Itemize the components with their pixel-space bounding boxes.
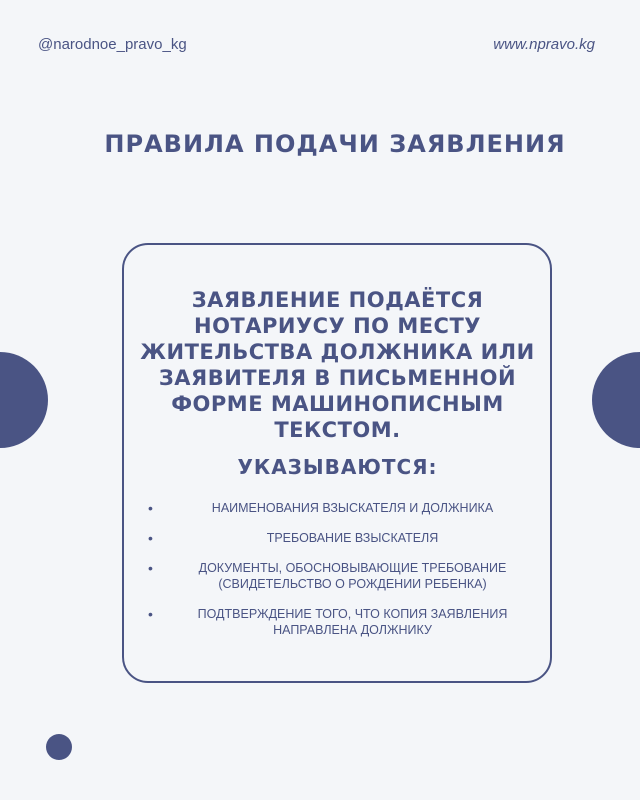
list-item-text: ПОДТВЕРЖДЕНИЕ ТОГО, ЧТО КОПИЯ ЗАЯВЛЕНИЯ НАПРАВЛЕНА ДОЛЖНИКУ [197,607,508,637]
list-item-text: НАИМЕНОВАНИЯ ВЗЫСКАТЕЛЯ И ДОЛЖНИКА [211,501,494,515]
instagram-handle: @narodnoe_pravo_kg [38,36,187,53]
list-item-text: ДОКУМЕНТЫ, ОБОСНОВЫВАЮЩИЕ ТРЕБОВАНИЕ (СВИДЕТЕЛЬСТВО О РОЖДЕНИИ РЕБЕНКА) [198,561,507,591]
page-title: ПРАВИЛА ПОДАЧИ ЗАЯВЛЕНИЯ [104,130,566,158]
bullet-icon: • [148,606,153,622]
bullet-icon: • [148,560,153,576]
bullet-icon: • [148,500,153,516]
list-item-text: ТРЕБОВАНИЕ ВЗЫСКАТЕЛЯ [266,531,439,545]
list-item [140,606,535,638]
list-item [140,500,535,516]
website-link[interactable]: www.npravo.kg [493,36,595,53]
requirements-list [140,500,535,652]
decorative-circle-right [592,352,640,448]
decorative-dot [46,734,72,760]
bullet-icon: • [148,530,153,546]
list-item [140,530,535,546]
list-item [140,560,535,592]
decorative-circle-left [0,352,48,448]
card-lead-text: ЗАЯВЛЕНИЕ ПОДАЁТСЯ НОТАРИУСУ ПО МЕСТУ ЖИТЕЛЬСТВА ДОЛЖНИКА ИЛИ ЗАЯВИТЕЛЯ В ПИСЬМЕННОЙ ФОРМЕ МАШИНОПИСНЫМ ТЕКСТОМ. [140,288,535,442]
card-subheading: УКАЗЫВАЮТСЯ: [237,455,438,479]
